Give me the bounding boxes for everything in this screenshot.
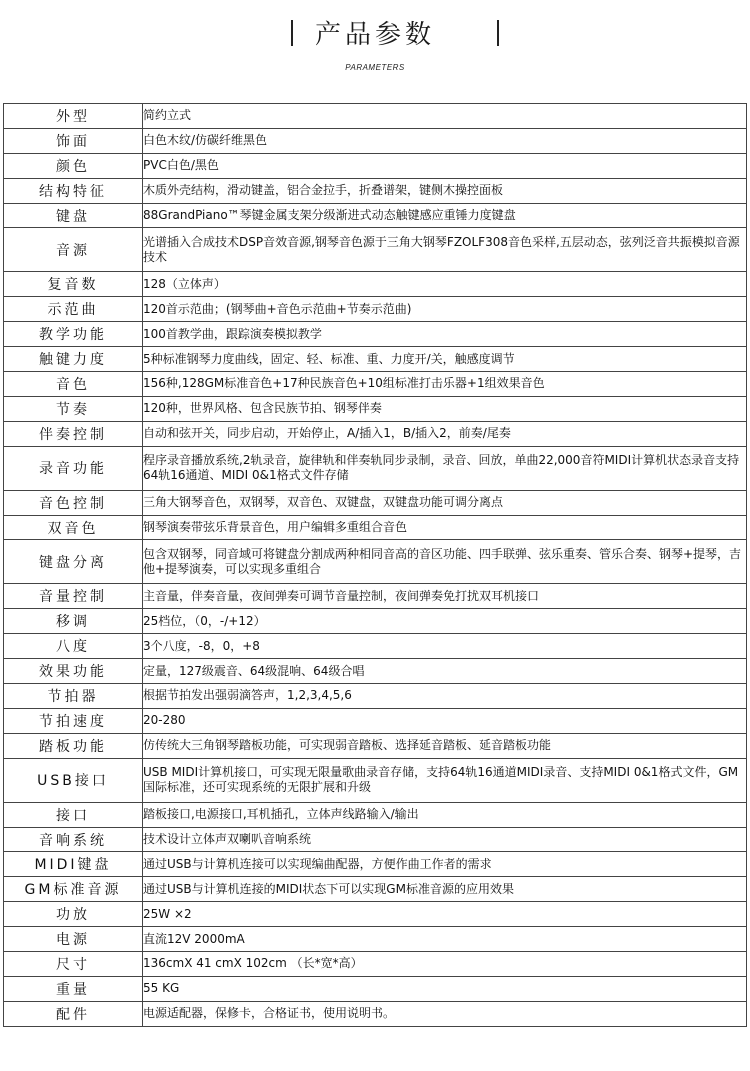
param-label: 移调 xyxy=(4,609,143,634)
param-row xyxy=(4,372,747,397)
param-label: 结构特征 xyxy=(4,178,143,203)
param-label: 电源 xyxy=(4,927,143,952)
param-row xyxy=(4,128,747,153)
param-label: 键盘 xyxy=(4,203,143,228)
param-row xyxy=(4,927,747,952)
param-row xyxy=(4,322,747,347)
param-label: 复音数 xyxy=(4,272,143,297)
param-value: 20-280 xyxy=(143,708,747,733)
param-row xyxy=(4,802,747,827)
param-label: 尺寸 xyxy=(4,952,143,977)
param-value: 三角大钢琴音色，双钢琴，双音色、双键盘，双键盘功能可调分离点 xyxy=(143,490,747,515)
param-value: 通过USB与计算机连接可以实现编曲配器，方便作曲工作者的需求 xyxy=(143,852,747,877)
param-row xyxy=(4,976,747,1001)
param-label: 示范曲 xyxy=(4,297,143,322)
param-row xyxy=(4,396,747,421)
param-value: 木质外壳结构，滑动键盖，铝合金拉手，折叠谱架，键侧木操控面板 xyxy=(143,178,747,203)
param-row xyxy=(4,827,747,852)
param-label: 教学功能 xyxy=(4,322,143,347)
param-value: 156种,128GM标准音色+17种民族音色+10组标准打击乐器+1组效果音色 xyxy=(143,372,747,397)
param-row xyxy=(4,178,747,203)
param-row xyxy=(4,421,747,446)
page-subtitle: PARAMETERS xyxy=(345,63,405,72)
param-row xyxy=(4,659,747,684)
param-label: 音量控制 xyxy=(4,584,143,609)
param-label: 外型 xyxy=(4,104,143,129)
param-value: 光谱插入合成技术DSP音效音源,钢琴音色源于三角大钢琴FZOLF308音色采样,五层动态，弦列泛音共振模拟音源技术 xyxy=(143,228,747,272)
param-value: 主音量，伴奏音量，夜间弹奏可调节音量控制，夜间弹奏免打扰双耳机接口 xyxy=(143,584,747,609)
param-value: 定量，127级震音、64级混响、64级合唱 xyxy=(143,659,747,684)
param-label: 踏板功能 xyxy=(4,733,143,758)
param-value: 电源适配器，保修卡，合格证书，使用说明书。 xyxy=(143,1001,747,1026)
param-label: 八度 xyxy=(4,634,143,659)
param-label: 触键力度 xyxy=(4,347,143,372)
param-label: 音源 xyxy=(4,228,143,272)
param-label: 双音色 xyxy=(4,515,143,540)
page-title: 产品参数 xyxy=(314,20,435,50)
param-row xyxy=(4,203,747,228)
param-value: USB MIDI计算机接口，可实现无限量歌曲录音存储，支持64轨16通道MIDI录音、支持MIDI 0&1格式文件，GM国际标准，还可实现系统的无限扩展和升级 xyxy=(143,758,747,802)
param-label: 音色控制 xyxy=(4,490,143,515)
param-value: 25W ×2 xyxy=(143,902,747,927)
param-value: 程序录音播放系统,2轨录音，旋律轨和伴奏轨同步录制，录音、回放，单曲22,000音符MIDI计算机状态录音支持64轨16通道、MIDI 0&1格式文件存储 xyxy=(143,446,747,490)
param-row xyxy=(4,584,747,609)
param-value: PVC白色/黑色 xyxy=(143,153,747,178)
parameters-table-body xyxy=(4,104,747,1027)
param-label: 节奏 xyxy=(4,396,143,421)
parameters-table xyxy=(3,103,747,1027)
param-label: 节拍器 xyxy=(4,684,143,709)
param-label: 音响系统 xyxy=(4,827,143,852)
param-label: 键盘分离 xyxy=(4,540,143,584)
param-row xyxy=(4,852,747,877)
param-value: 踏板接口,电源接口,耳机插孔，立体声线路输入/输出 xyxy=(143,802,747,827)
param-row xyxy=(4,228,747,272)
param-row xyxy=(4,733,747,758)
param-value: 25档位，（0，-/+12） xyxy=(143,609,747,634)
param-row xyxy=(4,515,747,540)
param-value: 通过USB与计算机连接的MIDI状态下可以实现GM标准音源的应用效果 xyxy=(143,877,747,902)
param-row xyxy=(4,490,747,515)
param-label: 功放 xyxy=(4,902,143,927)
param-row xyxy=(4,446,747,490)
param-label: 伴奏控制 xyxy=(4,421,143,446)
param-label: 音色 xyxy=(4,372,143,397)
param-row xyxy=(4,902,747,927)
param-label: 接口 xyxy=(4,802,143,827)
param-row xyxy=(4,347,747,372)
param-value: 简约立式 xyxy=(143,104,747,129)
param-label: 效果功能 xyxy=(4,659,143,684)
param-row xyxy=(4,952,747,977)
param-row xyxy=(4,758,747,802)
param-row xyxy=(4,634,747,659)
param-value: 技术设计立体声双喇叭音响系统 xyxy=(143,827,747,852)
param-value: 136cmX 41 cmX 102cm （长*宽*高） xyxy=(143,952,747,977)
param-row xyxy=(4,609,747,634)
param-label: 录音功能 xyxy=(4,446,143,490)
param-value: 仿传统大三角钢琴踏板功能，可实现弱音踏板、选择延音踏板、延音踏板功能 xyxy=(143,733,747,758)
param-value: 55 KG xyxy=(143,976,747,1001)
param-value: 钢琴演奏带弦乐背景音色，用户编辑多重组合音色 xyxy=(143,515,747,540)
param-row xyxy=(4,1001,747,1026)
param-value: 120种，世界风格、包含民族节拍、钢琴伴奏 xyxy=(143,396,747,421)
param-row xyxy=(4,708,747,733)
param-row xyxy=(4,153,747,178)
param-value: 3个八度，-8，0，+8 xyxy=(143,634,747,659)
param-value: 120首示范曲；(钢琴曲+音色示范曲+节奏示范曲) xyxy=(143,297,747,322)
param-label: 节拍速度 xyxy=(4,708,143,733)
param-row xyxy=(4,877,747,902)
param-value: 88GrandPiano™琴键金属支架分级渐进式动态触键感应重锤力度键盘 xyxy=(143,203,747,228)
param-value: 包含双钢琴，同音域可将键盘分割成两种相同音高的音区功能、四手联弹、弦乐重奏、管乐合奏、钢琴+提琴，吉他+提琴演奏，可以实现多重组合 xyxy=(143,540,747,584)
param-label: 配件 xyxy=(4,1001,143,1026)
param-label: GM标准音源 xyxy=(4,877,143,902)
param-value: 自动和弦开关，同步启动，开始停止，A/插入1，B/插入2，前奏/尾奏 xyxy=(143,421,747,446)
param-row xyxy=(4,104,747,129)
param-label: 饰面 xyxy=(4,128,143,153)
page-header xyxy=(0,0,750,100)
param-label: 颜色 xyxy=(4,153,143,178)
param-row xyxy=(4,272,747,297)
param-label: USB接口 xyxy=(4,758,143,802)
param-row xyxy=(4,540,747,584)
title-divider-right xyxy=(497,20,499,46)
param-row xyxy=(4,297,747,322)
param-value: 根据节拍发出强弱滴答声，1,2,3,4,5,6 xyxy=(143,684,747,709)
param-value: 100首教学曲，跟踪演奏模拟教学 xyxy=(143,322,747,347)
param-label: MIDI键盘 xyxy=(4,852,143,877)
param-value: 白色木纹/仿碳纤维黑色 xyxy=(143,128,747,153)
param-value: 直流12V 2000mA xyxy=(143,927,747,952)
param-row xyxy=(4,684,747,709)
param-value: 5种标准钢琴力度曲线，固定、轻、标准、重、力度开/关，触感度调节 xyxy=(143,347,747,372)
param-label: 重量 xyxy=(4,976,143,1001)
param-value: 128（立体声） xyxy=(143,272,747,297)
